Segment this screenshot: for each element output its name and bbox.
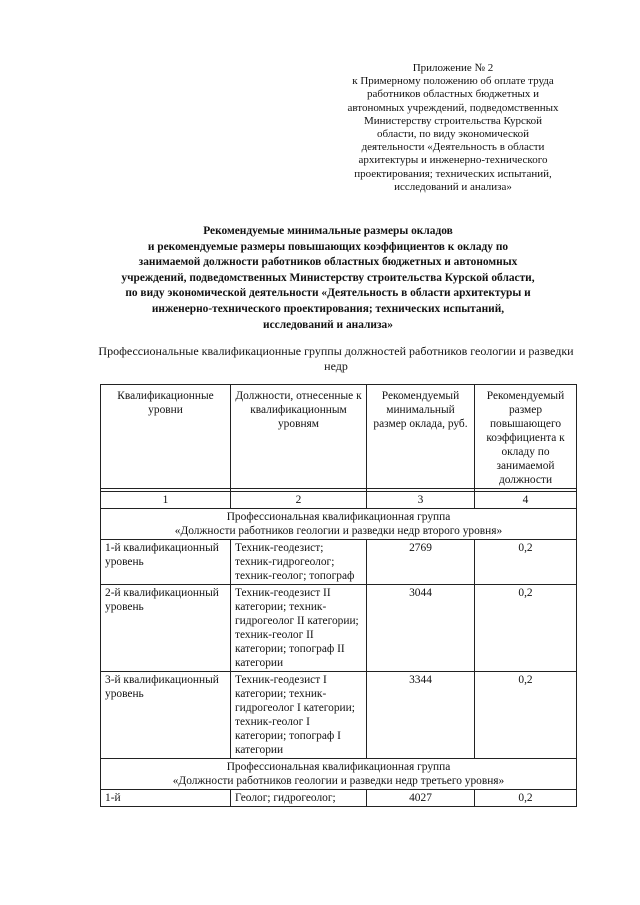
appendix-line: к Примерному положению об оплате труда (352, 75, 554, 88)
appendix-note (322, 62, 584, 194)
group-header-row (101, 509, 577, 540)
coefficient-cell: 0,2 (475, 540, 577, 585)
title-line: инженерно-технического проектирования; технических испытаний, (151, 302, 505, 315)
col-number: 2 (231, 492, 367, 509)
salary-table (100, 384, 577, 807)
table-row (101, 672, 577, 759)
group-line: «Должности работников геологии и разведки недр третьего уровня» (172, 775, 505, 787)
appendix-line: работников областных бюджетных и (367, 88, 539, 101)
level-cell: 2-й квалификационный уровень (101, 585, 231, 672)
title-line: Рекомендуемые минимальные размеры окладов (203, 225, 453, 237)
positions-cell: Техник-геодезист II категории; техник-гидрогеолог II категории; техник-геолог II категории; топограф II категории (231, 585, 367, 672)
group-line: Профессиональная квалификационная группа (226, 761, 451, 773)
appendix-line: деятельности «Деятельность в области (361, 141, 545, 154)
col-number: 3 (367, 492, 475, 509)
appendix-line: Приложение № 2 (412, 62, 494, 74)
group-header (101, 759, 577, 790)
header-levels: Квалификационные уровни (101, 385, 231, 489)
group-header-row (101, 759, 577, 790)
positions-cell: Геолог; гидрогеолог; (231, 790, 367, 807)
salary-cell: 3344 (367, 672, 475, 759)
header-positions: Должности, отнесенные к квалификационным уровням (231, 385, 367, 489)
table-row (101, 585, 577, 672)
salary-cell: 4027 (367, 790, 475, 807)
table-subtitle: Профессиональные квалификационные группы должностей работников геологии и разведки недр (98, 344, 574, 373)
coefficient-cell: 0,2 (475, 585, 577, 672)
document-title (78, 224, 578, 333)
appendix-line: исследований и анализа» (394, 180, 512, 193)
appendix-line: области, по виду экономической (376, 128, 530, 141)
title-line: занимаемой должности работников областных бюджетных и автономных (138, 256, 518, 269)
group-line: Профессиональная квалификационная группа (226, 511, 451, 523)
header-coefficient: Рекомендуемый размер повышающего коэффициента к окладу по занимаемой должности (475, 385, 577, 489)
coefficient-cell: 0,2 (475, 790, 577, 807)
table-row (101, 790, 577, 807)
title-line: и рекомендуемые размеры повышающих коэффициентов к окладу по (147, 240, 509, 253)
title-line: по виду экономической деятельности «Деятельность в области архитектуры и (125, 287, 531, 300)
appendix-line: Министерству строительства Курской (363, 114, 543, 127)
column-number-row (101, 492, 577, 509)
col-number: 1 (101, 492, 231, 509)
group-header (101, 509, 577, 540)
appendix-line: автономных учреждений, подведомственных (347, 101, 559, 114)
level-cell: 3-й квалификационный уровень (101, 672, 231, 759)
appendix-line: проектирования; технических испытаний, (354, 167, 552, 180)
positions-cell: Техник-геодезист; техник-гидрогеолог; техник-геолог; топограф (231, 540, 367, 585)
title-line: учреждений, подведомственных Министерству строительства Курской области, (121, 271, 535, 284)
salary-cell: 2769 (367, 540, 475, 585)
col-number: 4 (475, 492, 577, 509)
header-salary: Рекомендуемый минимальный размер оклада, руб. (367, 385, 475, 489)
table-header-row (101, 385, 577, 489)
table-row (101, 540, 577, 585)
group-line: «Должности работников геологии и разведки недр второго уровня» (174, 525, 503, 537)
level-cell: 1-й (101, 790, 231, 807)
positions-cell: Техник-геодезист I категории; техник-гидрогеолог I категории; техник-геолог I категории; топограф I категории (231, 672, 367, 759)
level-cell: 1-й квалификационный уровень (101, 540, 231, 585)
appendix-line: архитектуры и инженерно-технического (358, 154, 548, 167)
salary-cell: 3044 (367, 585, 475, 672)
title-line: исследований и анализа» (263, 318, 393, 331)
coefficient-cell: 0,2 (475, 672, 577, 759)
